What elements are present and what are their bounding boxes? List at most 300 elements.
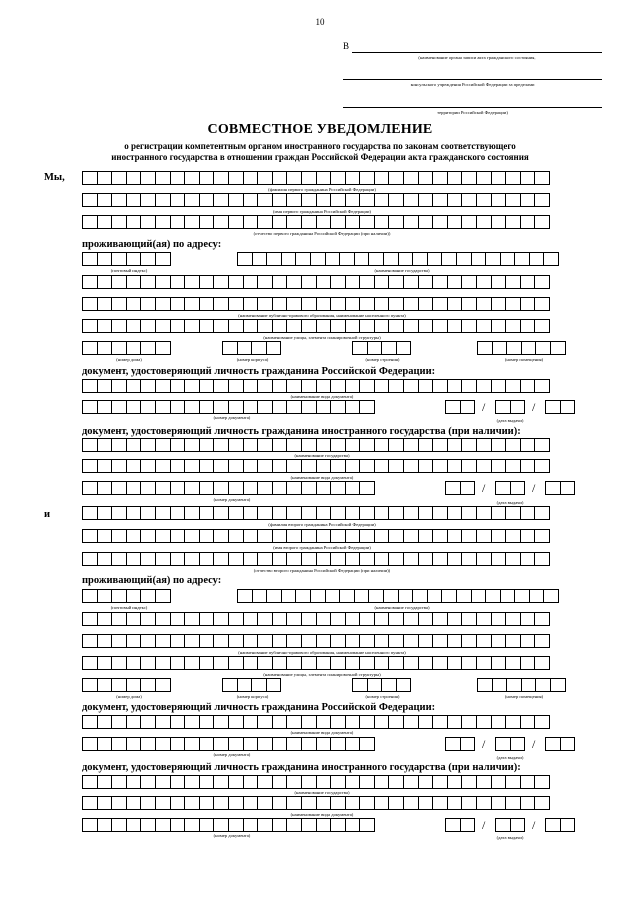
char-cell[interactable]	[330, 529, 346, 543]
char-cell[interactable]	[388, 529, 404, 543]
char-cell[interactable]	[243, 656, 259, 670]
char-cell[interactable]	[82, 193, 98, 207]
char-cell[interactable]	[432, 715, 448, 729]
char-cell[interactable]	[316, 775, 332, 789]
char-cell[interactable]	[495, 481, 511, 495]
char-cell[interactable]	[359, 818, 375, 832]
char-cell[interactable]	[111, 171, 127, 185]
char-cell[interactable]	[301, 319, 317, 333]
char-cell[interactable]	[520, 275, 536, 289]
char-cell[interactable]	[534, 379, 550, 393]
char-cell[interactable]	[272, 319, 288, 333]
char-cell[interactable]	[432, 612, 448, 626]
char-cell[interactable]	[301, 634, 317, 648]
char-cell[interactable]	[237, 341, 253, 355]
char-cell[interactable]	[432, 529, 448, 543]
char-cell[interactable]	[367, 341, 383, 355]
char-cell[interactable]	[155, 506, 171, 520]
char-cell[interactable]	[520, 171, 536, 185]
p1-rf-day-cells[interactable]	[445, 400, 474, 414]
char-cell[interactable]	[155, 796, 171, 810]
char-cell[interactable]	[228, 193, 244, 207]
char-cell[interactable]	[126, 252, 142, 266]
p2-foreign-day-cells[interactable]	[445, 818, 474, 832]
char-cell[interactable]	[359, 656, 375, 670]
char-cell[interactable]	[111, 319, 127, 333]
char-cell[interactable]	[184, 529, 200, 543]
char-cell[interactable]	[97, 379, 113, 393]
char-cell[interactable]	[330, 737, 346, 751]
char-cell[interactable]	[184, 459, 200, 473]
char-cell[interactable]	[252, 252, 268, 266]
char-cell[interactable]	[505, 297, 521, 311]
char-cell[interactable]	[432, 171, 448, 185]
char-cell[interactable]	[184, 775, 200, 789]
char-cell[interactable]	[476, 297, 492, 311]
char-cell[interactable]	[281, 252, 297, 266]
char-cell[interactable]	[82, 552, 98, 566]
char-cell[interactable]	[184, 275, 200, 289]
p2-rf-doc-type-cells[interactable]	[82, 715, 549, 729]
char-cell[interactable]	[213, 400, 229, 414]
char-cell[interactable]	[199, 715, 215, 729]
char-cell[interactable]	[447, 215, 463, 229]
char-cell[interactable]	[403, 796, 419, 810]
char-cell[interactable]	[514, 589, 530, 603]
char-cell[interactable]	[272, 529, 288, 543]
p2-foreign-month-cells[interactable]	[495, 818, 524, 832]
char-cell[interactable]	[228, 775, 244, 789]
char-cell[interactable]	[520, 438, 536, 452]
char-cell[interactable]	[345, 459, 361, 473]
char-cell[interactable]	[432, 552, 448, 566]
char-cell[interactable]	[199, 818, 215, 832]
char-cell[interactable]	[243, 529, 259, 543]
char-cell[interactable]	[184, 193, 200, 207]
char-cell[interactable]	[97, 796, 113, 810]
char-cell[interactable]	[199, 400, 215, 414]
char-cell[interactable]	[476, 715, 492, 729]
char-cell[interactable]	[403, 438, 419, 452]
char-cell[interactable]	[257, 275, 273, 289]
char-cell[interactable]	[272, 818, 288, 832]
char-cell[interactable]	[445, 400, 461, 414]
char-cell[interactable]	[82, 319, 98, 333]
char-cell[interactable]	[97, 506, 113, 520]
char-cell[interactable]	[476, 275, 492, 289]
char-cell[interactable]	[560, 818, 576, 832]
char-cell[interactable]	[257, 171, 273, 185]
char-cell[interactable]	[461, 215, 477, 229]
char-cell[interactable]	[534, 193, 550, 207]
char-cell[interactable]	[534, 656, 550, 670]
p1-rf-doc-number-cells[interactable]	[82, 400, 374, 414]
char-cell[interactable]	[500, 589, 516, 603]
char-cell[interactable]	[491, 796, 507, 810]
char-cell[interactable]	[286, 775, 302, 789]
char-cell[interactable]	[534, 438, 550, 452]
char-cell[interactable]	[170, 796, 186, 810]
char-cell[interactable]	[155, 678, 171, 692]
char-cell[interactable]	[476, 459, 492, 473]
char-cell[interactable]	[184, 481, 200, 495]
char-cell[interactable]	[447, 193, 463, 207]
char-cell[interactable]	[432, 656, 448, 670]
char-cell[interactable]	[461, 459, 477, 473]
char-cell[interactable]	[97, 438, 113, 452]
char-cell[interactable]	[461, 552, 477, 566]
char-cell[interactable]	[97, 341, 113, 355]
char-cell[interactable]	[111, 400, 127, 414]
char-cell[interactable]	[339, 252, 355, 266]
p2-surname-cells[interactable]	[82, 506, 549, 520]
char-cell[interactable]	[520, 506, 536, 520]
char-cell[interactable]	[330, 612, 346, 626]
p1-foreign-day-cells[interactable]	[445, 481, 474, 495]
char-cell[interactable]	[388, 215, 404, 229]
char-cell[interactable]	[111, 297, 127, 311]
char-cell[interactable]	[432, 634, 448, 648]
char-cell[interactable]	[476, 634, 492, 648]
char-cell[interactable]	[272, 481, 288, 495]
char-cell[interactable]	[295, 252, 311, 266]
char-cell[interactable]	[213, 529, 229, 543]
char-cell[interactable]	[155, 552, 171, 566]
char-cell[interactable]	[476, 193, 492, 207]
char-cell[interactable]	[316, 715, 332, 729]
p2-name-cells[interactable]	[82, 529, 549, 543]
char-cell[interactable]	[199, 775, 215, 789]
char-cell[interactable]	[286, 634, 302, 648]
char-cell[interactable]	[550, 341, 566, 355]
char-cell[interactable]	[243, 438, 259, 452]
p1-postal-cells[interactable]	[82, 252, 170, 266]
char-cell[interactable]	[126, 319, 142, 333]
char-cell[interactable]	[170, 775, 186, 789]
char-cell[interactable]	[228, 459, 244, 473]
char-cell[interactable]	[126, 775, 142, 789]
char-cell[interactable]	[418, 438, 434, 452]
p1-street-cells[interactable]	[82, 319, 549, 333]
char-cell[interactable]	[301, 506, 317, 520]
char-cell[interactable]	[432, 775, 448, 789]
char-cell[interactable]	[534, 612, 550, 626]
p2-rf-year-cells[interactable]	[545, 737, 574, 751]
char-cell[interactable]	[257, 796, 273, 810]
char-cell[interactable]	[126, 193, 142, 207]
char-cell[interactable]	[213, 193, 229, 207]
p2-foreign-doc-type-cells[interactable]	[82, 796, 549, 810]
char-cell[interactable]	[427, 252, 443, 266]
char-cell[interactable]	[243, 715, 259, 729]
char-cell[interactable]	[447, 297, 463, 311]
char-cell[interactable]	[213, 459, 229, 473]
char-cell[interactable]	[560, 481, 576, 495]
char-cell[interactable]	[345, 715, 361, 729]
char-cell[interactable]	[359, 552, 375, 566]
char-cell[interactable]	[316, 379, 332, 393]
char-cell[interactable]	[272, 193, 288, 207]
p2-foreign-doc-number-cells[interactable]	[82, 818, 374, 832]
char-cell[interactable]	[272, 612, 288, 626]
char-cell[interactable]	[140, 715, 156, 729]
char-cell[interactable]	[140, 171, 156, 185]
char-cell[interactable]	[534, 215, 550, 229]
char-cell[interactable]	[520, 319, 536, 333]
char-cell[interactable]	[316, 529, 332, 543]
char-cell[interactable]	[213, 319, 229, 333]
char-cell[interactable]	[354, 589, 370, 603]
char-cell[interactable]	[170, 737, 186, 751]
char-cell[interactable]	[359, 297, 375, 311]
char-cell[interactable]	[272, 379, 288, 393]
char-cell[interactable]	[126, 400, 142, 414]
char-cell[interactable]	[447, 171, 463, 185]
char-cell[interactable]	[111, 459, 127, 473]
char-cell[interactable]	[111, 506, 127, 520]
char-cell[interactable]	[272, 506, 288, 520]
char-cell[interactable]	[257, 818, 273, 832]
char-cell[interactable]	[184, 634, 200, 648]
char-cell[interactable]	[97, 193, 113, 207]
char-cell[interactable]	[418, 297, 434, 311]
char-cell[interactable]	[485, 252, 501, 266]
char-cell[interactable]	[257, 612, 273, 626]
char-cell[interactable]	[461, 319, 477, 333]
char-cell[interactable]	[418, 775, 434, 789]
char-cell[interactable]	[82, 775, 98, 789]
char-cell[interactable]	[345, 275, 361, 289]
char-cell[interactable]	[286, 193, 302, 207]
char-cell[interactable]	[140, 818, 156, 832]
char-cell[interactable]	[520, 656, 536, 670]
char-cell[interactable]	[505, 775, 521, 789]
char-cell[interactable]	[97, 737, 113, 751]
char-cell[interactable]	[345, 379, 361, 393]
char-cell[interactable]	[155, 612, 171, 626]
char-cell[interactable]	[199, 215, 215, 229]
char-cell[interactable]	[447, 459, 463, 473]
char-cell[interactable]	[505, 634, 521, 648]
char-cell[interactable]	[111, 529, 127, 543]
char-cell[interactable]	[330, 297, 346, 311]
char-cell[interactable]	[374, 656, 390, 670]
char-cell[interactable]	[286, 715, 302, 729]
char-cell[interactable]	[199, 656, 215, 670]
char-cell[interactable]	[477, 678, 493, 692]
p2-street-cells[interactable]	[82, 656, 549, 670]
char-cell[interactable]	[228, 297, 244, 311]
char-cell[interactable]	[170, 818, 186, 832]
char-cell[interactable]	[286, 796, 302, 810]
char-cell[interactable]	[330, 275, 346, 289]
char-cell[interactable]	[461, 297, 477, 311]
char-cell[interactable]	[505, 796, 521, 810]
char-cell[interactable]	[97, 612, 113, 626]
char-cell[interactable]	[476, 215, 492, 229]
char-cell[interactable]	[461, 193, 477, 207]
char-cell[interactable]	[184, 552, 200, 566]
char-cell[interactable]	[97, 400, 113, 414]
char-cell[interactable]	[257, 775, 273, 789]
char-cell[interactable]	[432, 438, 448, 452]
char-cell[interactable]	[359, 379, 375, 393]
char-cell[interactable]	[126, 275, 142, 289]
char-cell[interactable]	[432, 193, 448, 207]
char-cell[interactable]	[97, 634, 113, 648]
char-cell[interactable]	[520, 634, 536, 648]
char-cell[interactable]	[418, 459, 434, 473]
char-cell[interactable]	[82, 481, 98, 495]
char-cell[interactable]	[272, 171, 288, 185]
char-cell[interactable]	[97, 459, 113, 473]
char-cell[interactable]	[492, 341, 508, 355]
char-cell[interactable]	[228, 379, 244, 393]
char-cell[interactable]	[345, 552, 361, 566]
char-cell[interactable]	[170, 400, 186, 414]
char-cell[interactable]	[359, 612, 375, 626]
char-cell[interactable]	[374, 319, 390, 333]
char-cell[interactable]	[228, 818, 244, 832]
char-cell[interactable]	[461, 612, 477, 626]
char-cell[interactable]	[199, 796, 215, 810]
char-cell[interactable]	[140, 506, 156, 520]
char-cell[interactable]	[441, 252, 457, 266]
char-cell[interactable]	[316, 481, 332, 495]
char-cell[interactable]	[286, 656, 302, 670]
char-cell[interactable]	[543, 589, 559, 603]
char-cell[interactable]	[170, 715, 186, 729]
char-cell[interactable]	[301, 529, 317, 543]
char-cell[interactable]	[126, 529, 142, 543]
char-cell[interactable]	[529, 252, 545, 266]
char-cell[interactable]	[505, 506, 521, 520]
char-cell[interactable]	[126, 818, 142, 832]
char-cell[interactable]	[82, 400, 98, 414]
char-cell[interactable]	[170, 612, 186, 626]
char-cell[interactable]	[170, 459, 186, 473]
char-cell[interactable]	[520, 552, 536, 566]
char-cell[interactable]	[140, 612, 156, 626]
char-cell[interactable]	[301, 379, 317, 393]
char-cell[interactable]	[140, 552, 156, 566]
char-cell[interactable]	[155, 379, 171, 393]
char-cell[interactable]	[520, 796, 536, 810]
char-cell[interactable]	[345, 319, 361, 333]
char-cell[interactable]	[316, 319, 332, 333]
char-cell[interactable]	[460, 737, 476, 751]
char-cell[interactable]	[228, 171, 244, 185]
char-cell[interactable]	[403, 275, 419, 289]
char-cell[interactable]	[447, 796, 463, 810]
char-cell[interactable]	[359, 319, 375, 333]
char-cell[interactable]	[213, 715, 229, 729]
char-cell[interactable]	[126, 737, 142, 751]
char-cell[interactable]	[403, 656, 419, 670]
char-cell[interactable]	[491, 319, 507, 333]
char-cell[interactable]	[228, 215, 244, 229]
p1-name-cells[interactable]	[82, 193, 549, 207]
char-cell[interactable]	[447, 656, 463, 670]
char-cell[interactable]	[272, 438, 288, 452]
char-cell[interactable]	[534, 796, 550, 810]
char-cell[interactable]	[359, 171, 375, 185]
char-cell[interactable]	[476, 656, 492, 670]
char-cell[interactable]	[301, 459, 317, 473]
char-cell[interactable]	[388, 379, 404, 393]
char-cell[interactable]	[126, 552, 142, 566]
char-cell[interactable]	[316, 459, 332, 473]
char-cell[interactable]	[316, 818, 332, 832]
char-cell[interactable]	[184, 656, 200, 670]
p1-foreign-state-cells[interactable]	[82, 438, 549, 452]
char-cell[interactable]	[97, 252, 113, 266]
char-cell[interactable]	[447, 715, 463, 729]
char-cell[interactable]	[97, 818, 113, 832]
char-cell[interactable]	[359, 715, 375, 729]
char-cell[interactable]	[111, 656, 127, 670]
char-cell[interactable]	[330, 481, 346, 495]
char-cell[interactable]	[520, 612, 536, 626]
char-cell[interactable]	[272, 275, 288, 289]
char-cell[interactable]	[345, 297, 361, 311]
char-cell[interactable]	[213, 275, 229, 289]
char-cell[interactable]	[476, 506, 492, 520]
char-cell[interactable]	[461, 379, 477, 393]
char-cell[interactable]	[82, 459, 98, 473]
char-cell[interactable]	[461, 438, 477, 452]
char-cell[interactable]	[447, 552, 463, 566]
char-cell[interactable]	[243, 612, 259, 626]
char-cell[interactable]	[418, 529, 434, 543]
char-cell[interactable]	[388, 275, 404, 289]
char-cell[interactable]	[243, 171, 259, 185]
char-cell[interactable]	[184, 297, 200, 311]
char-cell[interactable]	[432, 297, 448, 311]
char-cell[interactable]	[155, 737, 171, 751]
char-cell[interactable]	[441, 589, 457, 603]
char-cell[interactable]	[257, 319, 273, 333]
char-cell[interactable]	[418, 656, 434, 670]
char-cell[interactable]	[126, 459, 142, 473]
char-cell[interactable]	[398, 252, 414, 266]
char-cell[interactable]	[456, 252, 472, 266]
char-cell[interactable]	[286, 319, 302, 333]
char-cell[interactable]	[418, 379, 434, 393]
char-cell[interactable]	[251, 341, 267, 355]
char-cell[interactable]	[476, 552, 492, 566]
char-cell[interactable]	[228, 275, 244, 289]
char-cell[interactable]	[82, 341, 98, 355]
char-cell[interactable]	[505, 656, 521, 670]
char-cell[interactable]	[432, 796, 448, 810]
char-cell[interactable]	[301, 775, 317, 789]
char-cell[interactable]	[345, 438, 361, 452]
char-cell[interactable]	[199, 506, 215, 520]
char-cell[interactable]	[243, 634, 259, 648]
char-cell[interactable]	[521, 678, 537, 692]
char-cell[interactable]	[140, 252, 156, 266]
char-cell[interactable]	[243, 737, 259, 751]
char-cell[interactable]	[126, 634, 142, 648]
char-cell[interactable]	[243, 506, 259, 520]
char-cell[interactable]	[213, 297, 229, 311]
char-cell[interactable]	[388, 459, 404, 473]
char-cell[interactable]	[310, 589, 326, 603]
char-cell[interactable]	[155, 656, 171, 670]
char-cell[interactable]	[330, 775, 346, 789]
char-cell[interactable]	[140, 215, 156, 229]
